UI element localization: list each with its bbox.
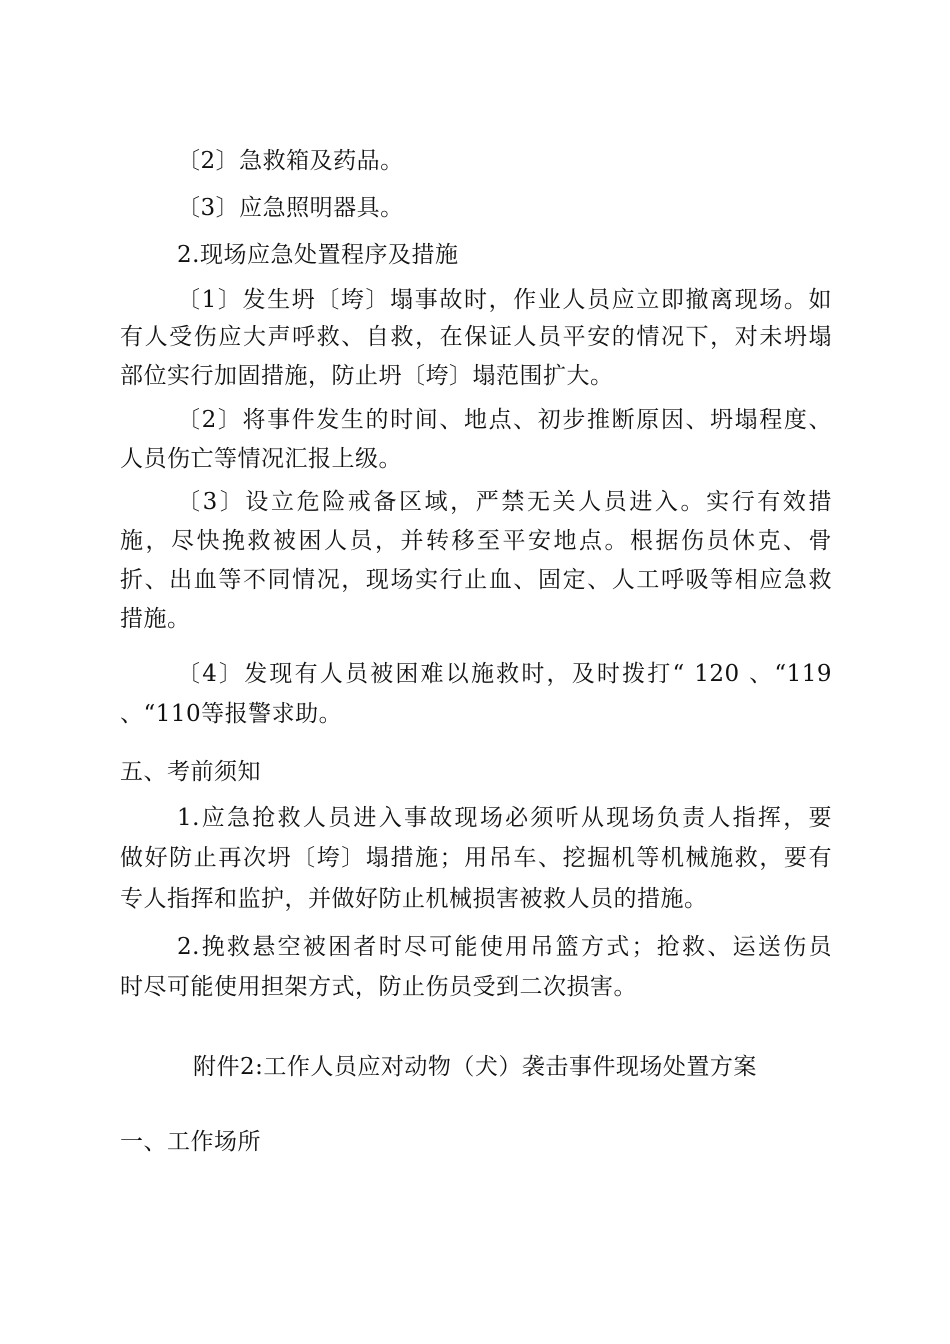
paragraph-3-line-4: 措施。 — [120, 606, 191, 632]
paragraph-4-line-1: 〔4〕发现有人员被困难以施救时，及时拨打“ 120 、“119 — [177, 661, 832, 687]
notes-item-1-line-2: 做好防止再次坍〔垮〕塌措施；用吊车、挖掘机等机械施救，要有 — [120, 845, 832, 871]
paragraph-1-line-3: 部位实行加固措施，防止坍〔垮〕塌范围扩大。 — [120, 363, 614, 389]
section-heading-notes: 五、考前须知 — [120, 759, 261, 785]
paragraph-2-line-2: 人员伤亡等情况汇报上级。 — [120, 446, 402, 472]
notes-item-2-line-2: 时尽可能使用担架方式，防止伤员受到二次损害。 — [120, 974, 637, 1000]
list-item-emergency-lighting: 〔3〕应急照明器具。 — [177, 195, 404, 221]
paragraph-2-line-1: 〔2〕将事件发生的时间、地点、初步推断原因、坍塌程度、 — [177, 407, 832, 433]
notes-item-1-line-1: 1.应急抢救人员进入事故现场必须听从现场负责人指挥，要 — [177, 805, 832, 831]
list-item-first-aid-kit: 〔2〕急救箱及药品。 — [177, 148, 404, 174]
paragraph-3-line-3: 折、出血等不同情况，现场实行止血、固定、人工呼吸等相应急救 — [120, 567, 832, 593]
paragraph-1-line-2: 有人受伤应大声呼救、自救，在保证人员平安的情况下，对未坍塌 — [120, 324, 832, 350]
paragraph-3-line-2: 施，尽快挽救被困人员，并转移至平安地点。根据伤员休克、骨 — [120, 528, 832, 554]
paragraph-1-line-1: 〔1〕发生坍〔垮〕塌事故时，作业人员应立即撤离现场。如 — [177, 287, 832, 313]
paragraph-3-line-1: 〔3〕设立危险戒备区域，严禁无关人员进入。实行有效措 — [177, 489, 832, 515]
notes-item-1-line-3: 专人指挥和监护，并做好防止机械损害被救人员的措施。 — [120, 886, 708, 912]
section-heading-procedures: 2.现场应急处置程序及措施 — [177, 242, 459, 268]
paragraph-4-line-2: 、“110等报警求助。 — [120, 701, 343, 727]
appendix-title: 附件2:工作人员应对动物（犬）袭击事件现场处置方案 — [193, 1054, 757, 1080]
notes-item-2-line-1: 2.挽救悬空被困者时尽可能使用吊篮方式；抢救、运送伤员 — [177, 934, 832, 960]
section-heading-workplace: 一、工作场所 — [120, 1129, 261, 1155]
